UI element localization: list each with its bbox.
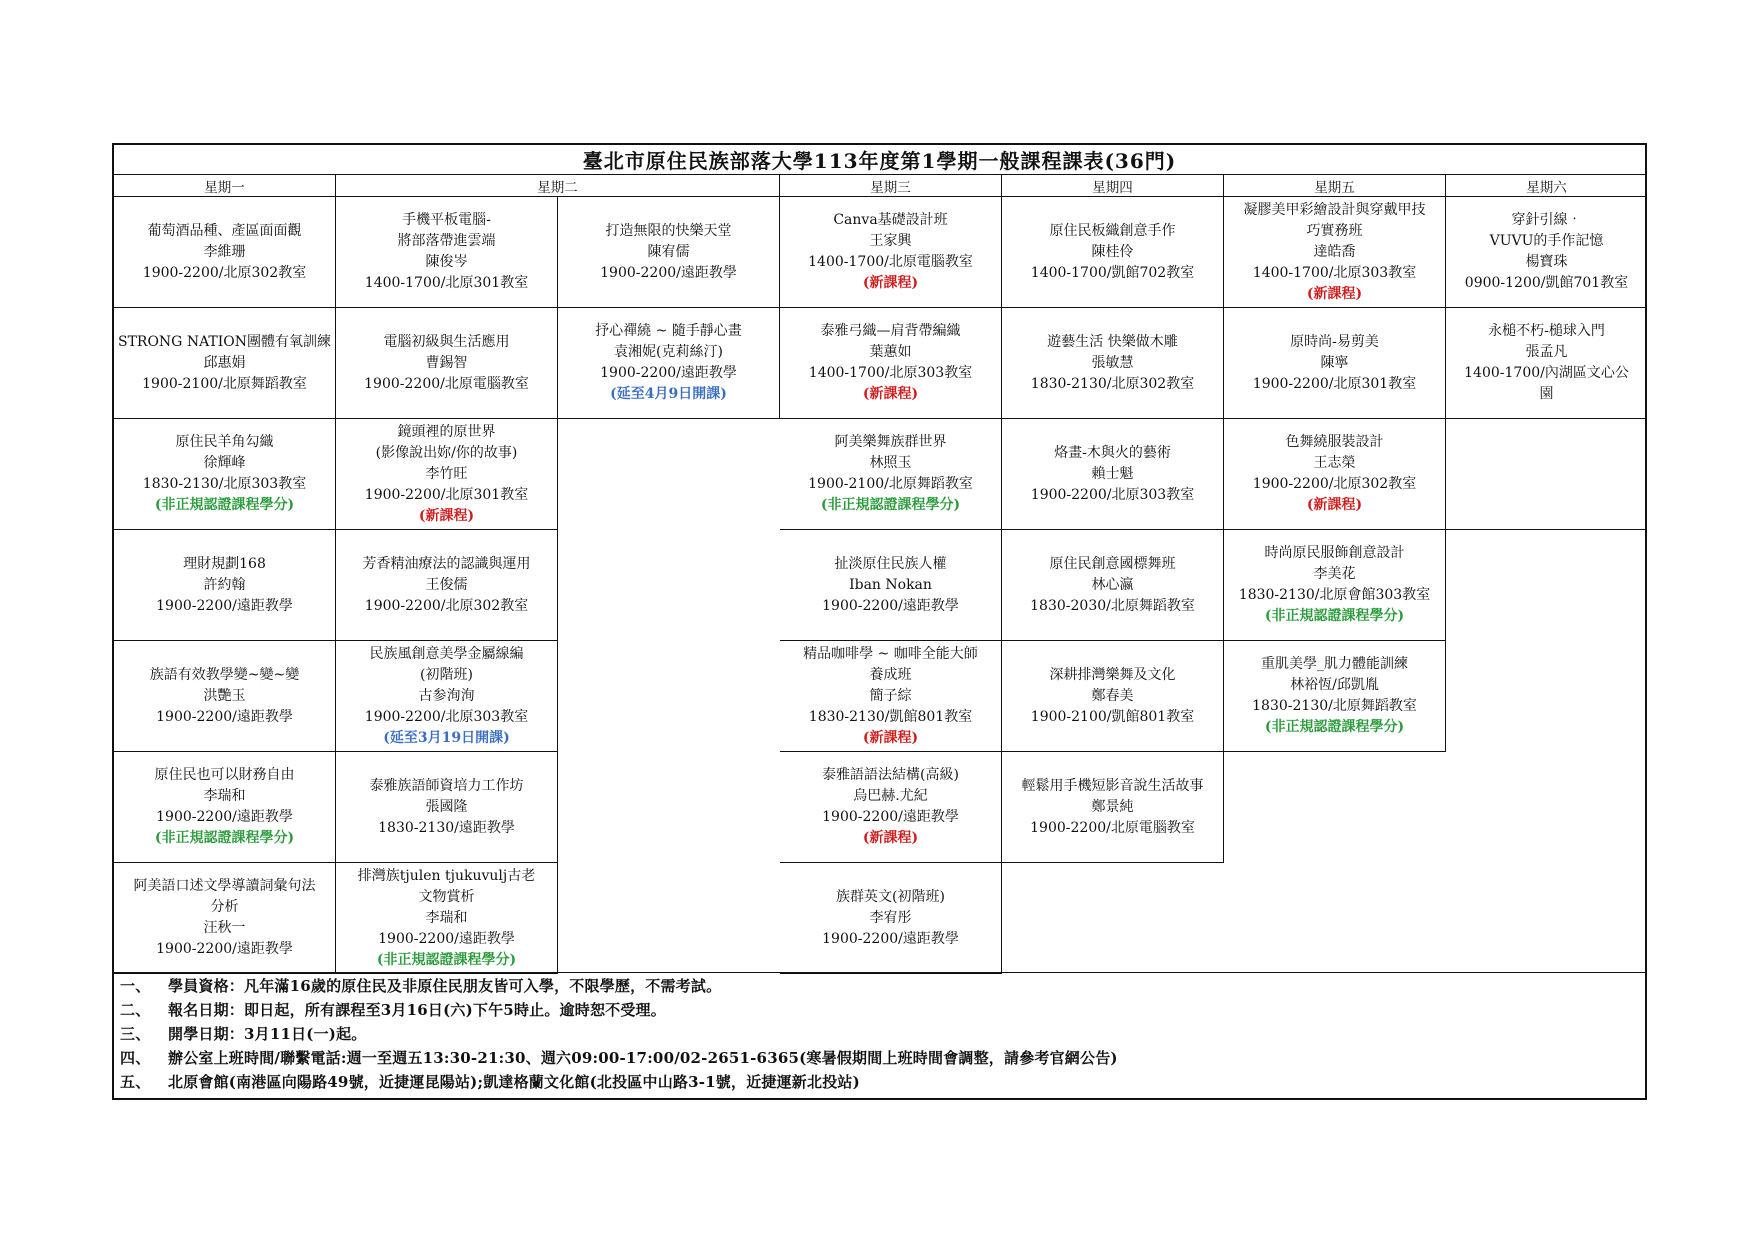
course-title: 抒心禪繞 ~ 隨手靜心畫 — [595, 323, 742, 339]
course-detail: 曹錫智 — [425, 354, 468, 371]
course-cell — [1002, 197, 1224, 308]
course-cell — [1002, 752, 1224, 863]
course-detail: 李宥彤 — [869, 909, 912, 926]
course-title: 精品咖啡學 ~ 咖啡全能大師 — [803, 645, 978, 662]
course-title: 理財規劃168 — [183, 555, 266, 572]
course-cell — [114, 197, 336, 308]
course-detail: 1900-2200/遠距教學 — [156, 941, 293, 957]
course-title: 手機平板電腦- — [402, 212, 491, 228]
course-detail: 1830-2130/北原302教室 — [1030, 375, 1195, 392]
course-detail: 陳俊岑 — [425, 254, 468, 270]
course-cell — [1002, 419, 1224, 530]
course-cell — [1446, 419, 1647, 530]
note-number: 一、 — [120, 976, 151, 995]
course-title: 永槌不朽-槌球入門 — [1488, 323, 1605, 339]
note-line — [114, 1045, 1645, 1069]
course-note: (新課程) — [1306, 497, 1363, 513]
course-detail: 1900-2100/北原舞蹈教室 — [142, 375, 307, 392]
course-detail: 1900-2200/遠距教學 — [600, 264, 737, 281]
note-number: 五、 — [120, 1072, 151, 1091]
course-cell — [1224, 419, 1446, 530]
course-detail: 1900-2200/遠距教學 — [822, 597, 959, 614]
course-detail: 張敏慧 — [1091, 354, 1134, 371]
course-title: 遊藝生活 快樂做木雕 — [1047, 333, 1178, 350]
course-detail: 烏巴赫.尤紀 — [853, 788, 928, 804]
course-title: 泰雅弓織—肩背帶編織 — [820, 323, 961, 339]
course-title: 色舞繞服裝設計 — [1285, 434, 1384, 450]
course-detail: 許約翰 — [203, 576, 246, 593]
course-cell — [336, 308, 558, 419]
course-detail: 林心瀛 — [1091, 576, 1134, 593]
course-detail: VUVU的手作記憶 — [1489, 233, 1604, 249]
note-line — [114, 973, 1645, 997]
course-detail: 1830-2130/北原會館303教室 — [1238, 587, 1431, 603]
course-detail: 1830-2130/北原303教室 — [142, 476, 307, 492]
course-detail: 1900-2100/凱館801教室 — [1030, 708, 1195, 725]
course-title: 深耕排灣樂舞及文化 — [1049, 666, 1176, 683]
course-detail: 1900-2200/遠距教學 — [156, 708, 293, 725]
course-detail: 1400-1700/北原301教室 — [364, 275, 529, 291]
course-note: (延至3月19日開課) — [383, 729, 510, 746]
course-note: (新課程) — [862, 729, 919, 746]
course-cell — [114, 752, 336, 863]
course-detail: 1400-1700/北原電腦教室 — [808, 254, 973, 270]
course-note: (非正規認證課程學分) — [1264, 719, 1405, 735]
day-header-tuesday: 星期二 — [336, 175, 780, 197]
course-note: (延至4月9日開課) — [610, 386, 727, 402]
course-detail: 1900-2100/北原舞蹈教室 — [808, 476, 973, 492]
course-detail: 張孟凡 — [1525, 344, 1568, 360]
course-detail: 陳寧 — [1320, 354, 1349, 371]
course-title: 阿美語口述文學導讀詞彙句法 — [133, 878, 316, 894]
course-title: 烙畫-木與火的藝術 — [1054, 444, 1171, 461]
note-number: 三、 — [120, 1024, 151, 1043]
course-cell — [1446, 308, 1647, 419]
course-title: 芳香精油療法的認識與運用 — [362, 555, 531, 572]
course-detail: 1830-2130/凱館801教室 — [808, 708, 973, 725]
course-cell — [336, 863, 558, 974]
course-detail: 李竹旺 — [425, 465, 468, 482]
course-cell — [780, 197, 1002, 308]
course-title: 民族風創意美學金屬線編 — [369, 645, 524, 662]
course-cell — [1224, 308, 1446, 419]
course-cell — [1002, 530, 1224, 641]
course-detail: 古参洵洵 — [418, 687, 475, 704]
course-detail: 邱惠娟 — [203, 354, 246, 371]
course-detail: 0900-1200/凱館701教室 — [1464, 275, 1629, 291]
day-header-wednesday: 星期三 — [780, 175, 1002, 197]
course-detail: Iban Nokan — [849, 576, 932, 593]
course-note: (新課程) — [862, 830, 919, 846]
course-note: (非正規認證課程學分) — [154, 497, 295, 513]
course-detail: 陳桂伶 — [1091, 243, 1134, 260]
course-detail: 1900-2200/遠距教學 — [378, 930, 515, 947]
page-title: 臺北市原住民族部落大學113年度第1學期一般課程課表(36門) — [114, 145, 1645, 175]
note-number: 四、 — [120, 1048, 151, 1067]
course-title: 原時尚-易剪美 — [1290, 333, 1379, 350]
course-detail: 王家興 — [869, 233, 912, 249]
course-title: 原住民羊角勾織 — [175, 434, 274, 450]
course-detail: 林照玉 — [869, 455, 912, 471]
note-number: 二、 — [120, 1000, 151, 1019]
course-detail: 葉蕙如 — [869, 344, 912, 360]
course-detail: 1830-2130/北原舞蹈教室 — [1252, 698, 1417, 714]
course-title: 原住民創意國標舞班 — [1049, 555, 1176, 572]
course-title: 凝膠美甲彩繪設計與穿戴甲技 — [1243, 201, 1426, 218]
course-cell — [336, 530, 558, 641]
course-cell — [558, 197, 780, 308]
course-cell — [336, 419, 558, 530]
course-cell — [114, 641, 336, 752]
course-note: (非正規認證課程學分) — [820, 497, 961, 513]
course-cell — [780, 863, 1002, 974]
note-text: 報名日期：即日起，所有課程至3月16日(六)下午5時止。逾時恕不受理。 — [168, 1000, 666, 1019]
course-detail: 鄭景純 — [1091, 798, 1134, 815]
course-cell — [780, 530, 1002, 641]
course-detail: 李瑞和 — [203, 788, 246, 804]
course-cell — [780, 419, 1002, 530]
course-note: (非正規認證課程學分) — [376, 951, 517, 968]
course-detail: 李瑞和 — [425, 909, 468, 926]
day-header-saturday: 星期六 — [1446, 175, 1647, 197]
course-cell — [336, 197, 558, 308]
course-detail: 1900-2200/北原302教室 — [1252, 476, 1417, 492]
course-note: (新課程) — [1306, 285, 1363, 302]
course-detail: 巧實務班 — [1306, 222, 1363, 239]
course-detail: 1900-2200/遠距教學 — [156, 809, 293, 825]
course-detail: 陳宥儒 — [647, 243, 690, 260]
course-title: 鏡頭裡的原世界 — [397, 423, 496, 440]
course-title: 阿美樂舞族群世界 — [834, 434, 947, 450]
course-detail: 洪艷玉 — [203, 687, 246, 704]
course-detail: 賴士魁 — [1091, 465, 1134, 482]
course-cell — [114, 530, 336, 641]
course-title: 原住民也可以財務自由 — [154, 767, 295, 783]
course-detail: 1900-2200/北原301教室 — [364, 486, 529, 503]
course-title: 葡萄酒品種、產區面面觀 — [147, 222, 302, 239]
course-title: STRONG NATION團體有氧訓練 — [117, 333, 332, 350]
note-text: 開學日期：3月11日(一)起。 — [168, 1024, 367, 1043]
course-cell — [336, 641, 558, 752]
course-cell — [1002, 641, 1224, 752]
course-title: Canva基礎設計班 — [833, 212, 948, 228]
course-cell — [1224, 197, 1446, 308]
note-line — [114, 997, 1645, 1021]
course-cell — [1224, 641, 1446, 752]
note-text: 北原會館(南港區向陽路49號，近捷運昆陽站);凱達格蘭文化館(北投區中山路3-1號，近捷運新北投站) — [168, 1072, 860, 1091]
notes-section — [114, 972, 1645, 1100]
course-detail: 1900-2200/遠距教學 — [822, 930, 959, 947]
course-title: 輕鬆用手機短影音說生活故事 — [1021, 777, 1204, 794]
course-detail: 鄭春美 — [1091, 687, 1134, 704]
note-line — [114, 1069, 1645, 1093]
course-title: 時尚原民服飾創意設計 — [1264, 545, 1405, 561]
course-title: 電腦初級與生活應用 — [383, 333, 510, 350]
course-title: 原住民板織創意手作 — [1049, 222, 1176, 239]
course-title: 泰雅族語師資培力工作坊 — [369, 777, 524, 794]
course-detail: 1900-2200/遠距教學 — [822, 809, 959, 825]
course-cell — [1002, 308, 1224, 419]
day-header-monday: 星期一 — [114, 175, 336, 197]
course-detail: 養成班 — [869, 666, 912, 683]
course-note: (非正規認證課程學分) — [1264, 608, 1405, 624]
course-detail: 1900-2200/北原302教室 — [142, 264, 307, 281]
course-detail: 王俊儒 — [425, 576, 468, 593]
course-cell — [336, 752, 558, 863]
course-note: (非正規認證課程學分) — [154, 830, 295, 846]
course-detail: 1400-1700/凱館702教室 — [1030, 264, 1195, 281]
course-note: (新課程) — [862, 386, 919, 402]
course-title: 穿針引線‧ — [1511, 212, 1582, 228]
course-title: 重肌美學_肌力體能訓練 — [1261, 656, 1408, 672]
course-detail: 園 — [1539, 386, 1554, 402]
course-detail: 1900-2200/北原電腦教室 — [364, 375, 529, 392]
course-title: 排灣族tjulen tjukuvulj古老 — [357, 867, 536, 884]
course-title: 泰雅語語法結構(高級) — [822, 767, 959, 783]
course-note: (新課程) — [418, 507, 475, 524]
course-cell — [1224, 530, 1446, 641]
course-detail: 1900-2200/北原301教室 — [1252, 375, 1417, 392]
course-detail: 1900-2200/北原303教室 — [364, 708, 529, 725]
course-detail: 袁湘妮(克莉絲汀) — [614, 344, 723, 360]
course-detail: 徐輝峰 — [203, 455, 246, 471]
course-detail: 1830-2130/遠距教學 — [378, 819, 515, 836]
course-detail: 1830-2030/北原舞蹈教室 — [1030, 597, 1195, 614]
course-detail: 1900-2200/遠距教學 — [600, 365, 737, 381]
course-detail: 張國隆 — [425, 798, 468, 815]
course-detail: 1400-1700/北原303教室 — [808, 365, 973, 381]
course-detail: 達皓喬 — [1313, 243, 1356, 260]
course-detail: 1900-2200/北原303教室 — [1030, 486, 1195, 503]
course-detail: (初階班) — [420, 666, 473, 683]
course-detail: 王志榮 — [1313, 455, 1356, 471]
note-text: 學員資格：凡年滿16歲的原住民及非原住民朋友皆可入學，不限學歷，不需考試。 — [168, 976, 722, 995]
course-cell — [114, 308, 336, 419]
course-cell — [114, 863, 336, 974]
course-detail: 1900-2200/北原電腦教室 — [1030, 819, 1195, 836]
course-detail: 李美花 — [1313, 566, 1356, 582]
course-detail: (影像說出妳/你的故事) — [375, 444, 518, 461]
course-cell — [114, 419, 336, 530]
note-line — [114, 1021, 1645, 1045]
course-detail: 1900-2200/遠距教學 — [156, 597, 293, 614]
course-detail: 李維珊 — [203, 243, 246, 260]
course-detail: 文物賞析 — [418, 888, 475, 905]
course-detail: 1900-2200/北原302教室 — [364, 597, 529, 614]
course-cell — [780, 752, 1002, 863]
day-header-thursday: 星期四 — [1002, 175, 1224, 197]
course-title: 扯淡原住民族人權 — [834, 555, 947, 572]
course-detail: 簡子綜 — [869, 687, 912, 704]
course-cell — [1446, 197, 1647, 308]
course-detail: 楊寶珠 — [1525, 254, 1568, 270]
course-title: 打造無限的快樂天堂 — [605, 222, 732, 239]
course-detail: 1400-1700/內湖區文心公 — [1464, 365, 1629, 381]
course-detail: 1400-1700/北原303教室 — [1252, 264, 1417, 281]
course-detail: 將部落帶進雲端 — [397, 233, 496, 249]
note-text: 辦公室上班時間/聯繫電話:週一至週五13:30-21:30、週六09:00-17:00/02-2651-6365(寒暑假期間上班時間會調整，請參考官網公告) — [168, 1048, 1118, 1067]
course-detail: 林裕恆/邱凱胤 — [1290, 677, 1379, 693]
course-cell — [780, 641, 1002, 752]
course-note: (新課程) — [862, 275, 919, 291]
schedule-sheet — [112, 143, 1647, 1100]
course-cell — [558, 308, 780, 419]
course-title: 族語有效教學變~變~變 — [149, 666, 300, 683]
course-title: 族群英文(初階班) — [836, 888, 945, 905]
day-header-friday: 星期五 — [1224, 175, 1446, 197]
course-detail: 汪秋一 — [203, 920, 246, 936]
course-detail: 分析 — [210, 899, 239, 915]
course-cell — [780, 308, 1002, 419]
